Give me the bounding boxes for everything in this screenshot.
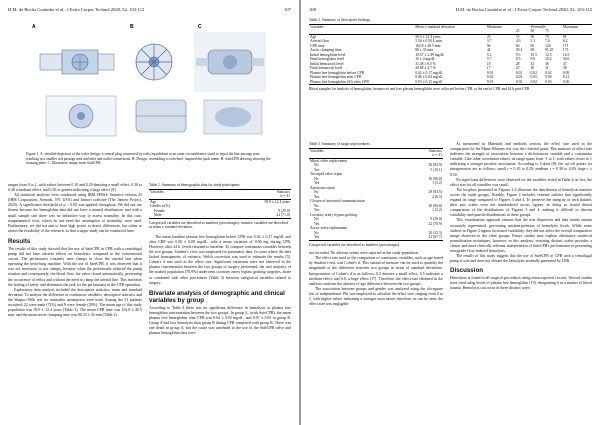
table-cell: 9 (29.0): [430, 217, 442, 222]
table-cell: 10 ± 4 mg/dL: [415, 57, 436, 62]
effect-size-method-paragraph: As mentioned in Materials and methods section, the effect size used in the comparisons by the Mann-Whitney test was the r biserial point. This measure of effect size indicates the strength of association between a dichotomous variable and a continuous variable. Like other correlation values, its range spans from -1 to 1, with values closer to 1 indicating a stronger positive association. According to Cohen [8], the cut-off points for interpretation are as follows: small r = 0.10 to 0.29; medium r = 0.30 to 0.49; large r ≥ 0.50.: [450, 142, 592, 177]
table-cell: 0.02: [486, 75, 494, 80]
results-heading: Results: [8, 237, 31, 245]
table-cell: Yes: [314, 181, 320, 186]
table-cell: 31.48 ± 6.5 %: [415, 61, 436, 66]
table-3: [309, 148, 443, 241]
table-cell: Arterial flow: [310, 39, 330, 44]
table-cell: 0.21: [562, 75, 570, 80]
results-paragraph: The results of this study showed that the use of SafeCPB in CPB with a centrifugal pump did not have adverse effects on hemolysis, compared to the conventional circuit. The perfusionist routinely uses clamps to close the arterial line when operating the heart-lung machine. With the use of SafeCPB, it was observed that it was not necessary to use clamps, because when the perfusionist reduced the pump rotation and consequently, the blood flow, the valve closed automatically, preventing the occurrence of reflux and without the need to clamp the arterial line. This increases the feeling of safety and eliminates the task for the perfusionist in the CPB operation.: [8, 246, 142, 287]
table-3-header-statistics: Statistics: [428, 148, 442, 153]
table-cell: 70: [545, 34, 549, 39]
table-cell: 9.3: [515, 52, 521, 57]
page-number-right: 108: [309, 7, 316, 12]
table-cell: Final hemoglobin level: [310, 57, 345, 62]
table-cell: 58: [530, 34, 535, 39]
table-2-header-variables: Variables: [310, 24, 324, 29]
figure-1-caption: Figure 1. A: detailed depiction of the valve design; a central plug connected by rods (equidistant to an outer circumference sized to equal the line passage area, resulting in a smaller rod passage area and inlet and outlet connections. B: Design, resembling a cartwheel, inspired the puck name. B: SafeCPB drawing showing the housing plate. C: Illustrative image from SafeCPB.: [26, 152, 271, 166]
table-3-header-variables: Variables: [310, 148, 324, 153]
chi-square-paragraph: The association between groups and gender was analyzed using the chi-square test of independence. Phi was employed to calculate the effect size, ranging from 0 to 1, with higher values indicating a stronger association; therefore, as can be seen, the effect size was negligible.: [309, 286, 443, 307]
table-cell: 0.09: [545, 75, 552, 80]
table-1: [149, 189, 291, 219]
table-2-note: Blood samples for analysis of hemoglobin, hematocrit and free plasma hemoglobin were collected before CPB, at the end of CPB and 24 h post-CPB.: [309, 87, 531, 92]
table-cell: Final hematocrit level: [310, 66, 343, 71]
table-2-header-maximum: Maximum: [562, 24, 579, 29]
table-cell: 0.02: [515, 79, 523, 84]
right-page: [301, 0, 600, 425]
table-cell: 81: [562, 34, 567, 39]
safety-paragraph: The results of this study suggest that the use of SafeCPB in CPB with a centrifugal pump is safe and does not elevate the hemolysis normally generated by CPB.: [450, 254, 592, 264]
table-cell: No: [314, 203, 319, 208]
table-cell: 30.6: [562, 57, 570, 62]
table-cell: CPB time: [310, 43, 325, 48]
table-cell: 10.5: [530, 52, 537, 57]
table-cell: 38: [562, 66, 567, 71]
table-cell: 56: [486, 43, 491, 48]
table-cell: 0.02: [530, 79, 537, 84]
boxplot-paragraph: The boxplots presented in Figures 2-4 illustrate the distribution of hemolysis markers across the study groups. Notably, Figure 2 includes extreme outliers that significantly expand its range compared to Figures 3 and 4. To preserve the integrity of each dataset, their axis scales were not standardized across figures, as doing so would distort comparisons of the distributions of Figures 3 and 4, making it difficult to discern variability and quartile distributions in these groups.: [450, 187, 592, 218]
left-column-b: [149, 183, 291, 421]
table-cell: Tricuspid valve repair: [310, 172, 343, 177]
table-cell: 5.1: [530, 39, 536, 44]
table-1-note: Categorical variables are described as numbers (percentages); numeric variables are described as mean ± standard deviation.: [149, 220, 288, 230]
table-row: [309, 235, 443, 240]
table-cell: No: [314, 190, 319, 195]
table-cell: 0.01: [515, 70, 523, 75]
bivariate-heading: Bivariate analysis of demographic and clinical variables by group: [149, 289, 285, 304]
table-cell: 120: [545, 43, 551, 48]
table-cell: 171: [562, 48, 569, 53]
table-cell: 0.03: [515, 75, 523, 80]
table-2-header-mean: Mean ± standard deviation: [415, 24, 455, 29]
discussion-paragraph: Hemolysis is found in all surgical procedures using extracorporeal circuits. Several studies have cited using levels of plasma free hemoglobin [19], designating it as a marker of blood trauma. Hemolysis can occur in three distinct ways:: [450, 276, 592, 291]
table-cell: Age: [310, 34, 317, 39]
table-cell: 10.2: [545, 57, 552, 62]
table-cell: 28: [515, 61, 520, 66]
table-cell: 3.7: [486, 39, 492, 44]
table-2-p25: 25: [515, 29, 520, 34]
valve-figure-illustration: [26, 20, 273, 150]
table-cell: Aortic valve replacement: [310, 226, 348, 231]
table-cell: 31: [545, 66, 549, 71]
table-cell: Aneurysm repair: [310, 185, 335, 190]
cohens-d-paragraph: The effect size used in the comparison of continuous variables, such as age tested by Student t-test, was Cohen's d. This statistical measure can be used to quantify the magnitude of the difference between two groups in terms of standard deviations. Interpretation of Cohen's d is as follows: 0.2 denotes a small effect, 0.5 indicates a medium effect, and 0.8, a large effect [17]. Therefore, the effect size obtained in the analysis confirms the absence of age difference between the two groups.: [309, 256, 443, 286]
table-cell: 2 (6.5): [432, 194, 442, 199]
results-paragraph-2: Exploratory data analysis included the descriptive statistics: mean and standard deviation. To analyze the difference in continuous variables, descriptive statistics and the Shapiro-Wilk test for normality assumption were used. Among the 31 patients recruited, 22 were male (71%) and 9 were female (29%). The mean age of this study population was 59.9 ± 12.4 years (Table 1). The mean CPB time was 102.8 ± 40.5 min, and the mean aortic clamping time was 80.33 ± 33 min (Table 2).: [8, 287, 142, 318]
table-row: Age 59.9 ± 12.4 years: [150, 199, 290, 204]
table-cell: 36: [545, 61, 549, 66]
table-1-title: Table 1. Summary of demographic data for study participants.: [149, 183, 241, 187]
figure-panel-a: [32, 24, 114, 74]
table-cell: 28.88 ± 4.7 %: [415, 66, 436, 71]
table-cell: Yes: [314, 221, 320, 226]
table-cell: 55: [515, 34, 520, 39]
table-cell: 1 (3.2): [432, 181, 442, 186]
table-3-title: Table 3. Summary of surgical procedures.: [309, 142, 371, 146]
table-cell: 19: [486, 61, 491, 66]
running-head-pages: 103-112: [129, 7, 145, 12]
page-number: 107: [284, 7, 291, 12]
table-cell: Plasma free hemoglobin before CPB: [310, 70, 365, 75]
table-cell: 10 (32.3): [428, 230, 442, 235]
table-cell: 10.57 ± 2.49 mg/dL: [415, 52, 445, 57]
table-cell: 8.3: [515, 57, 521, 62]
table-3-body: [309, 158, 443, 240]
figure-panel-c: [194, 24, 266, 92]
svg-text:C: C: [198, 24, 202, 30]
table-cell: Yes: [314, 194, 320, 199]
figure-panel-housing: [46, 96, 262, 136]
table-cell: 0.03: [545, 79, 552, 84]
visualization-paragraph: This visualization approach ensures that the true dispersion and data trends remain accurately represented, preventing misinterpretation of hemolysis levels. While some outliers in Figure 2 appear increased variability, they did not affect the overall comparative image observed in the other groups. Future studies may explore alternative statistical normalization techniques; however, in this analysis, retaining distinct scales provides a clearer and more clinically relevant interpretation of SafeCPB's performance in preventing retrograde-flow-induced hemolysis.: [450, 218, 592, 253]
table-2: [309, 24, 592, 86]
table-cell: 91.25: [545, 48, 554, 53]
table-cell: 1 (3.2): [432, 208, 442, 213]
table-cell: No: [314, 176, 319, 181]
svg-text:A: A: [32, 24, 36, 30]
table-2-p75: 75: [545, 29, 549, 34]
table-cell: 0.01: [486, 70, 494, 75]
table-2-p50: 50: [530, 29, 535, 34]
table-cell: Closure of interatrial communication: [310, 199, 365, 204]
table-cell: 0.06 ± 0.04 mg/dL: [415, 75, 443, 80]
table-cell: 30: [530, 66, 535, 71]
no-difference-paragraph: No significant differences were observed for the variables tested in Table 4; in fact, the effect size for all variables was small.: [450, 177, 592, 187]
svg-text:B: B: [130, 24, 134, 30]
table-cell: 30 (96.8): [428, 203, 442, 208]
table-cell: Mitral valve replacement: [310, 158, 348, 163]
statistics-paragraph: All statistical analyses were conducted using IBM SPSS® Statistics version 25 (IBM Corporation, Armonk, NY, USA) and Jamovi software (The Jamovi Project, 2023). A significance threshold of p < 0.05 was applied throughout. We did not use fitness because the hemoglobin data did not have a normal distribution; and with a small sample size there was no definitive way to assess normality. In this case, nonparametric tests, which do not need the assumption of normality, were used. Furthermore, we did not aim to have high power to detect differences, but rather to assess the feasibility of the research, so that a larger study can be conducted later.: [8, 193, 142, 233]
table-cell: No: [314, 230, 319, 235]
table-row: [309, 80, 592, 85]
table-cell: Plasma free hemoglobin 24 h after CPB: [310, 79, 369, 84]
table-cell: 5.2: [486, 52, 492, 57]
table-cell: No: [314, 163, 319, 168]
table-2-block: [309, 18, 592, 138]
table-2-title: Table 2. Summary of descriptive findings.: [309, 18, 372, 22]
discussion-heading: Discussion: [450, 267, 484, 275]
table-cell: 47: [562, 61, 567, 66]
table-cell: 59.9 ± 12.4 years: [415, 34, 441, 39]
table-cell: 6.2: [562, 39, 568, 44]
table-cell: 5.56 ± 0.50 L/min: [415, 39, 442, 44]
figure-1: [26, 20, 273, 150]
table-cell: 0.01: [486, 79, 494, 84]
table-cell: 171: [562, 43, 569, 48]
running-head-text: H.M. da Rocha Coutinho et al.: J Extra Corpor Technol 2020, 52,: [8, 7, 129, 12]
table-row: Male 22 (71.0): [149, 213, 291, 218]
table-cell: 96: [530, 43, 535, 48]
table-cell: 26 (83.9): [428, 163, 442, 168]
table-cell: 16.3: [562, 52, 570, 57]
table-cell: 22 (70.9): [428, 221, 442, 226]
table-cell: 80 ± 33 min: [415, 48, 434, 53]
table-cell: No: [314, 217, 319, 222]
hemoglobin-paragraph: The mean baseline plasma free hemoglobin before CPB was 0.02 ± 0.17 mg/dL and after CBP was 0.06 ± 0.08 mg/dL, with a mean variation of 0.06 mg during CPB. However, after 24 h, levels returned to baseline. To compare continuous variables between the two groups, Student's t-test was employed for parametric data. In cases where the data lacked homogeneity of variance, Welch correction was used to estimate the results [5]. Cohen's d was used as the effect size. Significant variations were not observed in the plasma concentration between the two groups of surgery performed, the vast majority of the studied population (70.9%) underwent coronary artery bypass grafting surgeries, alone or combined with other procedures (Table 3) between categorical variables related to surgery.: [149, 234, 291, 285]
table-cell: 102.8 ± 40.5 min: [415, 43, 441, 48]
table-cell: Coronary artery bypass grafting: [310, 212, 358, 217]
table-cell: Initial hematocrit level: [310, 61, 344, 66]
table-cell: Aortic clamping time: [310, 48, 342, 53]
running-head-right: [309, 7, 592, 15]
table-cell: 17: [486, 66, 491, 71]
table-cell: 0.03 ± 0.15 mg/dL: [415, 79, 443, 84]
running-head-text: H.M. da Rocha Coutinho et al.: J Extra Corpor Technol 2020, 52,: [455, 7, 576, 12]
table-cell: 9.8: [530, 57, 536, 62]
table-cell: 23: [486, 34, 491, 39]
table-cell: Yes: [314, 167, 320, 172]
adverse-events-paragraph: not recorded. No adverse events were reported in the study population.: [309, 251, 420, 256]
table-cell: Initial hemoglobin level: [310, 52, 346, 57]
table-cell: 32: [530, 61, 535, 66]
table-cell: 59.2: [515, 48, 523, 53]
table-cell: Yes: [314, 208, 320, 213]
running-head-left: [8, 7, 291, 15]
table-cell: 0.06: [562, 79, 570, 84]
figure-panel-b: [130, 24, 172, 80]
table-1-n: n = 31: [280, 194, 290, 199]
table-cell: Yes: [314, 235, 320, 240]
table-cell: 29 (93.5): [428, 190, 442, 195]
running-head-pages: 103-112: [576, 7, 592, 12]
right-column-c: [309, 142, 443, 422]
table-3-n: n = 31: [432, 153, 442, 158]
bivariate-paragraph: According to Table 4 there was no significant difference in hemolysis or plasma free hemoglobin concentration between the two groups. In group A, (with SafeCPB), the mean plasma free hemoglobin after CPB was 0.04 ± 0.02 mg/dL, and 0.07 ± 0.05 in group B. Group A had less hemolysis than group B during CPB compared with group B. There was one death in group A, but the cause was unrelated to the use of the SafeCPB valve and plasma hemoglobin data were: [149, 305, 291, 336]
table-cell: 0.02: [530, 70, 537, 75]
table-cell: 42: [486, 48, 491, 53]
table-row: Female 9 (29.0): [154, 208, 290, 213]
right-column-d: [450, 142, 592, 422]
table-cell: 4.9: [515, 39, 521, 44]
table-cell: 0.02: [545, 70, 552, 75]
table-1-header-variables: Variables: [150, 189, 164, 194]
table-cell: 25: [515, 66, 520, 71]
table-cell: 7.8: [545, 39, 550, 44]
table-3-note: Categorical variables are described as numbers (percentages).: [309, 242, 401, 247]
table-2-body: [309, 34, 592, 85]
table-cell: 12.5: [545, 52, 552, 57]
table-cell: 30 (96.8): [428, 176, 442, 181]
table-cell: 0.02 ± 0.17 mg/dL: [415, 70, 443, 75]
table-cell: 0.05: [530, 75, 537, 80]
table-cell: 66: [515, 43, 520, 48]
effect-size-paragraph: ranges from 0 to 1, with values between 0.10 and 0.29 denoting a small effect, 0.30 to 0.49 a medium effect, and 0.50 or greater indicating a large effect [8].: [8, 183, 142, 193]
table-2-header-minimum: Minimum: [486, 24, 502, 29]
table-cell: 21 (67.7): [428, 235, 442, 240]
table-cell: 5.7: [486, 57, 492, 62]
left-page: [0, 0, 299, 425]
table-cell: 0.09: [562, 70, 570, 75]
left-column-a: [8, 183, 142, 421]
table-cell: 69: [530, 48, 535, 53]
table-row: Gender n (%): [150, 204, 171, 209]
table-cell: Plasma free hemoglobin after CPB: [310, 75, 362, 80]
table-1-header-statistics: Statistics: [276, 189, 290, 194]
table-cell: 5 (16.1): [430, 167, 442, 172]
table-2-header-percentile: Percentile: [530, 24, 546, 29]
